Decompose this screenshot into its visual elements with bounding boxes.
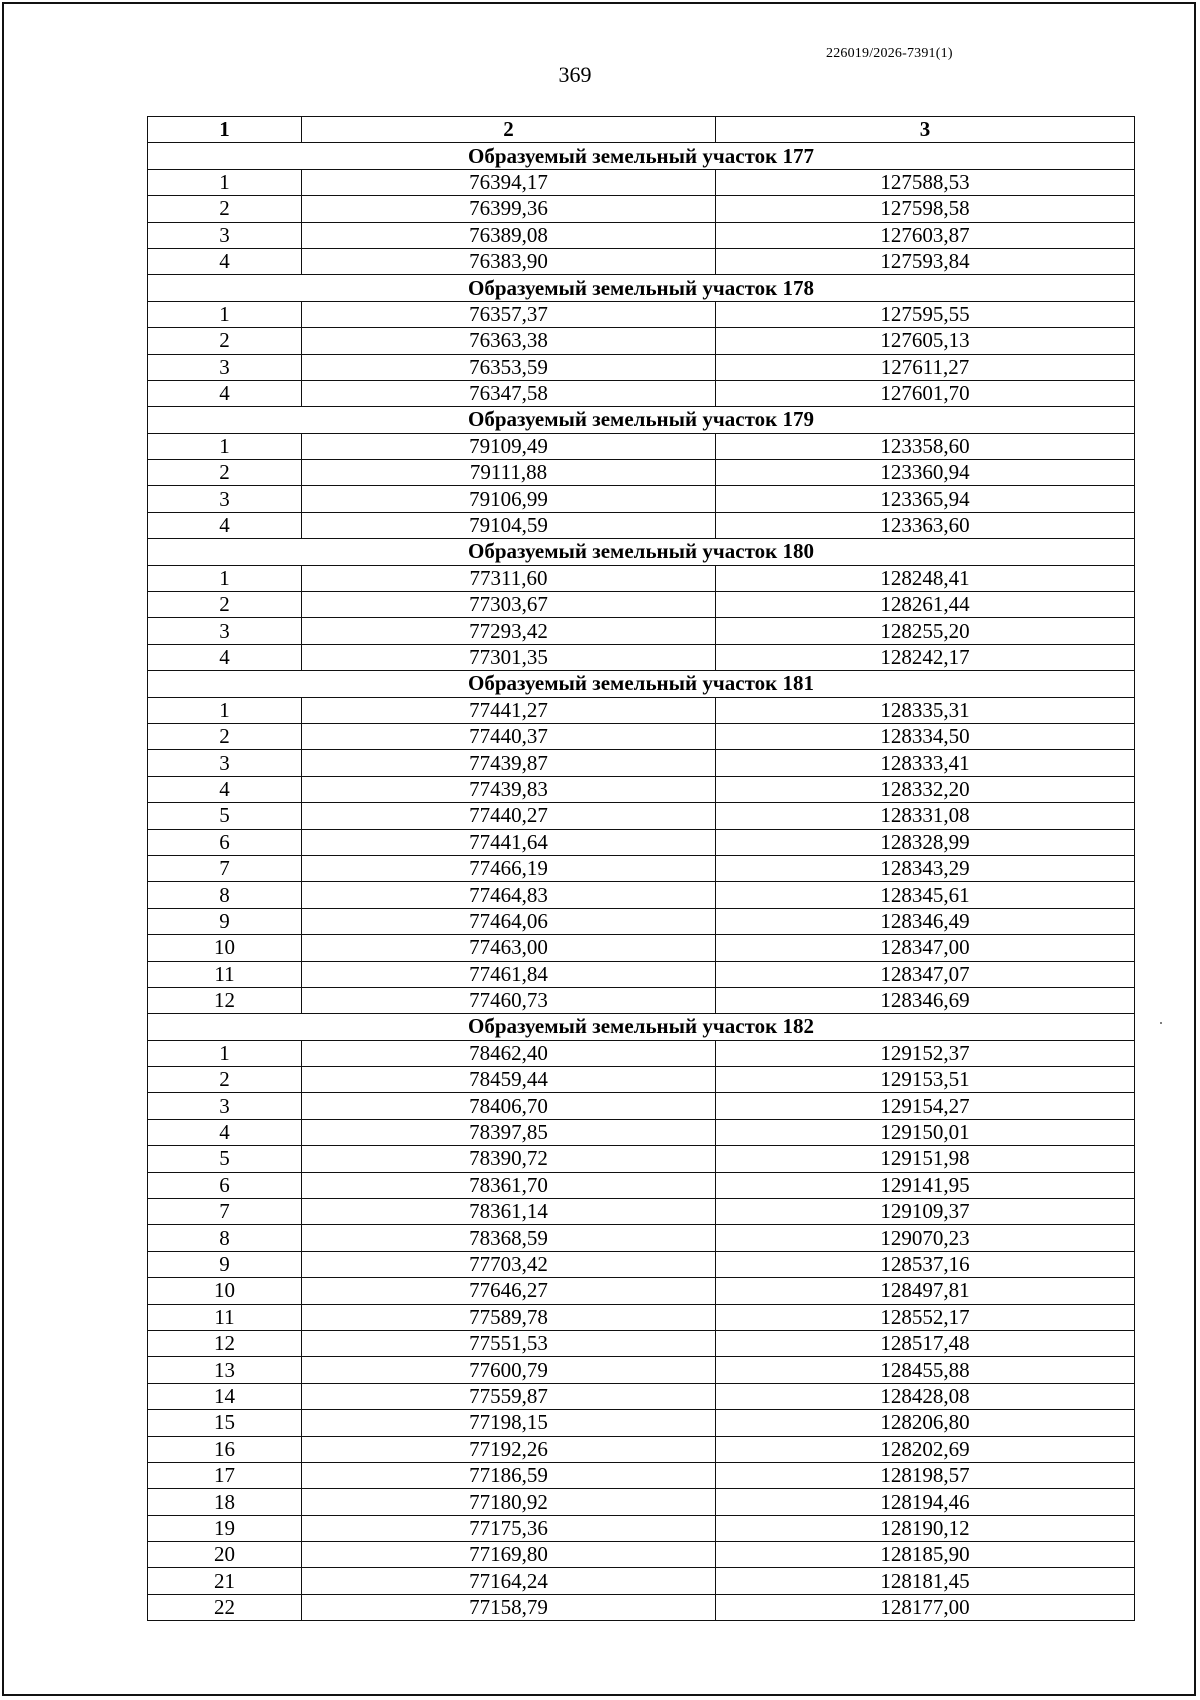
- y-coordinate-cell: 128181,45: [716, 1568, 1135, 1594]
- y-coordinate-cell: 127611,27: [716, 354, 1135, 380]
- table-row: [148, 803, 1135, 829]
- x-coordinate-cell: 79106,99: [302, 486, 716, 512]
- y-coordinate-cell: 128202,69: [716, 1436, 1135, 1462]
- point-number-cell: 16: [148, 1436, 302, 1462]
- point-number-cell: 20: [148, 1542, 302, 1568]
- y-coordinate-cell: 128331,08: [716, 803, 1135, 829]
- table-row: [148, 1172, 1135, 1198]
- point-number-cell: 2: [148, 328, 302, 354]
- y-coordinate-cell: 128261,44: [716, 592, 1135, 618]
- table-row: [148, 644, 1135, 670]
- section-row: [148, 407, 1135, 433]
- y-coordinate-cell: 129152,37: [716, 1040, 1135, 1066]
- table-row: [148, 1225, 1135, 1251]
- table-row: [148, 1040, 1135, 1066]
- section-row: [148, 539, 1135, 565]
- table-row: [148, 1199, 1135, 1225]
- point-number-cell: 18: [148, 1489, 302, 1515]
- table-row: [148, 1146, 1135, 1172]
- table-row: [148, 987, 1135, 1013]
- table-row: [148, 1251, 1135, 1277]
- point-number-cell: 3: [148, 486, 302, 512]
- point-number-cell: 2: [148, 460, 302, 486]
- column-header-1: 1: [148, 117, 302, 143]
- x-coordinate-cell: 77301,35: [302, 644, 716, 670]
- point-number-cell: 10: [148, 1278, 302, 1304]
- point-number-cell: 3: [148, 750, 302, 776]
- point-number-cell: 17: [148, 1462, 302, 1488]
- section-row: [148, 1014, 1135, 1040]
- table-row: [148, 512, 1135, 538]
- table-row: [148, 1410, 1135, 1436]
- y-coordinate-cell: 127588,53: [716, 169, 1135, 195]
- table-row: [148, 328, 1135, 354]
- x-coordinate-cell: 78406,70: [302, 1093, 716, 1119]
- x-coordinate-cell: 78462,40: [302, 1040, 716, 1066]
- document-code: 226019/2026-7391(1): [826, 46, 953, 61]
- point-number-cell: 15: [148, 1410, 302, 1436]
- point-number-cell: 1: [148, 697, 302, 723]
- y-coordinate-cell: 127598,58: [716, 196, 1135, 222]
- x-coordinate-cell: 78361,70: [302, 1172, 716, 1198]
- x-coordinate-cell: 77180,92: [302, 1489, 716, 1515]
- y-coordinate-cell: 129151,98: [716, 1146, 1135, 1172]
- x-coordinate-cell: 77551,53: [302, 1330, 716, 1356]
- table-row: [148, 829, 1135, 855]
- column-header-2: 2: [302, 117, 716, 143]
- table-row: [148, 196, 1135, 222]
- table-row: [148, 380, 1135, 406]
- page-number-wrap: [0, 62, 1200, 88]
- point-number-cell: 19: [148, 1515, 302, 1541]
- table-row: [148, 776, 1135, 802]
- point-number-cell: 4: [148, 644, 302, 670]
- y-coordinate-cell: 129141,95: [716, 1172, 1135, 1198]
- point-number-cell: 2: [148, 592, 302, 618]
- y-coordinate-cell: 128248,41: [716, 565, 1135, 591]
- y-coordinate-cell: 128347,00: [716, 935, 1135, 961]
- point-number-cell: 11: [148, 961, 302, 987]
- table-row: [148, 486, 1135, 512]
- x-coordinate-cell: 77164,24: [302, 1568, 716, 1594]
- point-number-cell: 1: [148, 1040, 302, 1066]
- point-number-cell: 22: [148, 1594, 302, 1620]
- table-row: [148, 1489, 1135, 1515]
- point-number-cell: 14: [148, 1383, 302, 1409]
- point-number-cell: 3: [148, 222, 302, 248]
- table-row: [148, 855, 1135, 881]
- y-coordinate-cell: 128346,69: [716, 987, 1135, 1013]
- x-coordinate-cell: 77439,87: [302, 750, 716, 776]
- table-body: [148, 143, 1135, 1621]
- table-row: [148, 1568, 1135, 1594]
- y-coordinate-cell: 128343,29: [716, 855, 1135, 881]
- y-coordinate-cell: 129153,51: [716, 1067, 1135, 1093]
- x-coordinate-cell: 76363,38: [302, 328, 716, 354]
- point-number-cell: 8: [148, 1225, 302, 1251]
- x-coordinate-cell: 76353,59: [302, 354, 716, 380]
- section-title: Образуемый земельный участок 178: [148, 275, 1135, 301]
- point-number-cell: 3: [148, 354, 302, 380]
- y-coordinate-cell: 129109,37: [716, 1199, 1135, 1225]
- section-row: [148, 275, 1135, 301]
- section-row: [148, 143, 1135, 169]
- section-title: Образуемый земельный участок 182: [148, 1014, 1135, 1040]
- point-number-cell: 1: [148, 301, 302, 327]
- table-row: [148, 248, 1135, 274]
- y-coordinate-cell: 123358,60: [716, 433, 1135, 459]
- point-number-cell: 21: [148, 1568, 302, 1594]
- point-number-cell: 9: [148, 908, 302, 934]
- y-coordinate-cell: 128345,61: [716, 882, 1135, 908]
- y-coordinate-cell: 128328,99: [716, 829, 1135, 855]
- x-coordinate-cell: 77464,83: [302, 882, 716, 908]
- x-coordinate-cell: 76347,58: [302, 380, 716, 406]
- point-number-cell: 1: [148, 565, 302, 591]
- table-row: [148, 1093, 1135, 1119]
- coordinates-table: [147, 116, 1135, 1621]
- y-coordinate-cell: 123365,94: [716, 486, 1135, 512]
- x-coordinate-cell: 76357,37: [302, 301, 716, 327]
- point-number-cell: 12: [148, 987, 302, 1013]
- y-coordinate-cell: 129150,01: [716, 1119, 1135, 1145]
- x-coordinate-cell: 76399,36: [302, 196, 716, 222]
- table-row: [148, 1304, 1135, 1330]
- y-coordinate-cell: 128335,31: [716, 697, 1135, 723]
- table-row: [148, 460, 1135, 486]
- y-coordinate-cell: 128190,12: [716, 1515, 1135, 1541]
- y-coordinate-cell: 129154,27: [716, 1093, 1135, 1119]
- x-coordinate-cell: 77186,59: [302, 1462, 716, 1488]
- y-coordinate-cell: 123363,60: [716, 512, 1135, 538]
- table-row: [148, 169, 1135, 195]
- table-row: [148, 1357, 1135, 1383]
- x-coordinate-cell: 77439,83: [302, 776, 716, 802]
- x-coordinate-cell: 78390,72: [302, 1146, 716, 1172]
- table-row: [148, 1594, 1135, 1620]
- point-number-cell: 5: [148, 1146, 302, 1172]
- y-coordinate-cell: 128206,80: [716, 1410, 1135, 1436]
- table-row: [148, 961, 1135, 987]
- point-number-cell: 12: [148, 1330, 302, 1356]
- point-number-cell: 4: [148, 1119, 302, 1145]
- point-number-cell: 4: [148, 380, 302, 406]
- point-number-cell: 11: [148, 1304, 302, 1330]
- point-number-cell: 6: [148, 829, 302, 855]
- table-row: [148, 1330, 1135, 1356]
- point-number-cell: 10: [148, 935, 302, 961]
- point-number-cell: 5: [148, 803, 302, 829]
- x-coordinate-cell: 76389,08: [302, 222, 716, 248]
- y-coordinate-cell: 128428,08: [716, 1383, 1135, 1409]
- scan-speck: [1160, 1022, 1162, 1024]
- x-coordinate-cell: 77169,80: [302, 1542, 716, 1568]
- y-coordinate-cell: 128346,49: [716, 908, 1135, 934]
- x-coordinate-cell: 77559,87: [302, 1383, 716, 1409]
- table-row: [148, 1542, 1135, 1568]
- table-row: [148, 618, 1135, 644]
- y-coordinate-cell: 128332,20: [716, 776, 1135, 802]
- point-number-cell: 1: [148, 433, 302, 459]
- x-coordinate-cell: 77461,84: [302, 961, 716, 987]
- x-coordinate-cell: 77466,19: [302, 855, 716, 881]
- x-coordinate-cell: 79111,88: [302, 460, 716, 486]
- x-coordinate-cell: 78397,85: [302, 1119, 716, 1145]
- x-coordinate-cell: 77198,15: [302, 1410, 716, 1436]
- page-number: 369: [558, 62, 592, 87]
- point-number-cell: 13: [148, 1357, 302, 1383]
- table-row: [148, 882, 1135, 908]
- table-row: [148, 565, 1135, 591]
- y-coordinate-cell: 128517,48: [716, 1330, 1135, 1356]
- x-coordinate-cell: 77646,27: [302, 1278, 716, 1304]
- column-header-3: 3: [716, 117, 1135, 143]
- point-number-cell: 4: [148, 248, 302, 274]
- section-title: Образуемый земельный участок 177: [148, 143, 1135, 169]
- x-coordinate-cell: 76394,17: [302, 169, 716, 195]
- x-coordinate-cell: 77303,67: [302, 592, 716, 618]
- section-row: [148, 671, 1135, 697]
- y-coordinate-cell: 127601,70: [716, 380, 1135, 406]
- table-row: [148, 1119, 1135, 1145]
- x-coordinate-cell: 77311,60: [302, 565, 716, 591]
- table-row: [148, 433, 1135, 459]
- x-coordinate-cell: 78368,59: [302, 1225, 716, 1251]
- y-coordinate-cell: 128455,88: [716, 1357, 1135, 1383]
- section-title: Образуемый земельный участок 181: [148, 671, 1135, 697]
- table-row: [148, 1278, 1135, 1304]
- y-coordinate-cell: 128177,00: [716, 1594, 1135, 1620]
- y-coordinate-cell: 128194,46: [716, 1489, 1135, 1515]
- table-row: [148, 301, 1135, 327]
- point-number-cell: 8: [148, 882, 302, 908]
- x-coordinate-cell: 79109,49: [302, 433, 716, 459]
- y-coordinate-cell: 128552,17: [716, 1304, 1135, 1330]
- x-coordinate-cell: 79104,59: [302, 512, 716, 538]
- table-header-row: [148, 117, 1135, 143]
- point-number-cell: 1: [148, 169, 302, 195]
- x-coordinate-cell: 78459,44: [302, 1067, 716, 1093]
- y-coordinate-cell: 127593,84: [716, 248, 1135, 274]
- table-row: [148, 750, 1135, 776]
- table-row: [148, 935, 1135, 961]
- x-coordinate-cell: 77440,27: [302, 803, 716, 829]
- x-coordinate-cell: 77440,37: [302, 723, 716, 749]
- table-row: [148, 1067, 1135, 1093]
- x-coordinate-cell: 77175,36: [302, 1515, 716, 1541]
- y-coordinate-cell: 129070,23: [716, 1225, 1135, 1251]
- y-coordinate-cell: 128255,20: [716, 618, 1135, 644]
- point-number-cell: 4: [148, 776, 302, 802]
- x-coordinate-cell: 77441,27: [302, 697, 716, 723]
- y-coordinate-cell: 127603,87: [716, 222, 1135, 248]
- table-row: [148, 354, 1135, 380]
- y-coordinate-cell: 128185,90: [716, 1542, 1135, 1568]
- y-coordinate-cell: 128198,57: [716, 1462, 1135, 1488]
- point-number-cell: 3: [148, 1093, 302, 1119]
- table-row: [148, 697, 1135, 723]
- y-coordinate-cell: 128334,50: [716, 723, 1135, 749]
- table-row: [148, 1515, 1135, 1541]
- x-coordinate-cell: 77158,79: [302, 1594, 716, 1620]
- y-coordinate-cell: 128347,07: [716, 961, 1135, 987]
- x-coordinate-cell: 77589,78: [302, 1304, 716, 1330]
- point-number-cell: 2: [148, 1067, 302, 1093]
- point-number-cell: 7: [148, 855, 302, 881]
- y-coordinate-cell: 127595,55: [716, 301, 1135, 327]
- x-coordinate-cell: 77460,73: [302, 987, 716, 1013]
- table-row: [148, 1462, 1135, 1488]
- y-coordinate-cell: 127605,13: [716, 328, 1135, 354]
- section-title: Образуемый земельный участок 180: [148, 539, 1135, 565]
- point-number-cell: 6: [148, 1172, 302, 1198]
- y-coordinate-cell: 128333,41: [716, 750, 1135, 776]
- point-number-cell: 3: [148, 618, 302, 644]
- y-coordinate-cell: 128242,17: [716, 644, 1135, 670]
- section-title: Образуемый земельный участок 179: [148, 407, 1135, 433]
- x-coordinate-cell: 77441,64: [302, 829, 716, 855]
- x-coordinate-cell: 77192,26: [302, 1436, 716, 1462]
- y-coordinate-cell: 128537,16: [716, 1251, 1135, 1277]
- x-coordinate-cell: 77703,42: [302, 1251, 716, 1277]
- x-coordinate-cell: 76383,90: [302, 248, 716, 274]
- y-coordinate-cell: 123360,94: [716, 460, 1135, 486]
- x-coordinate-cell: 78361,14: [302, 1199, 716, 1225]
- table-row: [148, 222, 1135, 248]
- table-row: [148, 1436, 1135, 1462]
- point-number-cell: 7: [148, 1199, 302, 1225]
- table-row: [148, 592, 1135, 618]
- x-coordinate-cell: 77464,06: [302, 908, 716, 934]
- x-coordinate-cell: 77293,42: [302, 618, 716, 644]
- point-number-cell: 2: [148, 196, 302, 222]
- table-row: [148, 723, 1135, 749]
- point-number-cell: 9: [148, 1251, 302, 1277]
- point-number-cell: 4: [148, 512, 302, 538]
- table-row: [148, 908, 1135, 934]
- x-coordinate-cell: 77600,79: [302, 1357, 716, 1383]
- y-coordinate-cell: 128497,81: [716, 1278, 1135, 1304]
- point-number-cell: 2: [148, 723, 302, 749]
- x-coordinate-cell: 77463,00: [302, 935, 716, 961]
- table-row: [148, 1383, 1135, 1409]
